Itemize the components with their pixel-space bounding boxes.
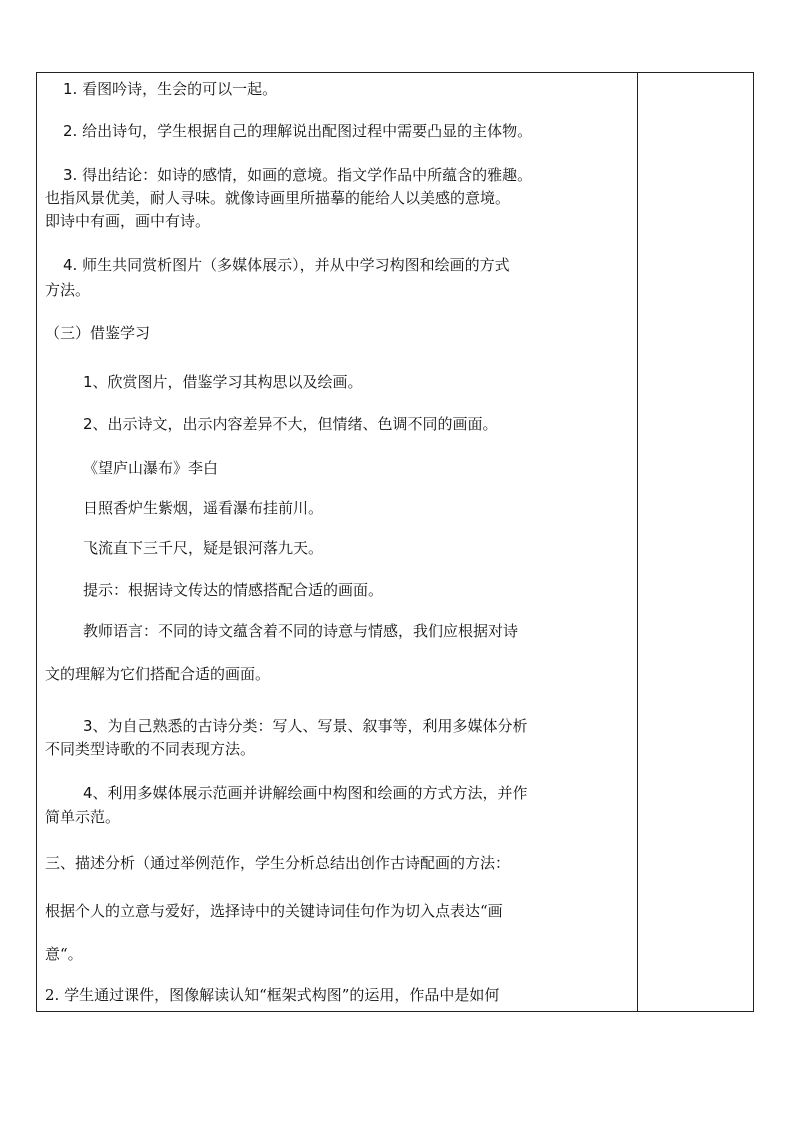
text-line: 1. 看图吟诗，生会的可以一起。	[63, 80, 278, 98]
text-line: 简单示范。	[45, 808, 121, 826]
poem-line: 日照香炉生紫烟，遥看瀑布挂前川。	[83, 499, 324, 517]
section-heading: （三）借鉴学习	[45, 324, 151, 342]
text-line: 文的理解为它们搭配合适的画面。	[45, 665, 271, 683]
text-line: 意“。	[45, 945, 83, 963]
text-line: 方法。	[45, 281, 91, 299]
text-line: 2、出示诗文，出示内容差异不大，但情绪、色调不同的画面。	[83, 415, 498, 433]
lesson-table	[36, 72, 754, 1012]
text-line: 3、为自己熟悉的古诗分类：写人、写景、叙事等，利用多媒体分析	[83, 717, 528, 735]
notes-cell	[638, 73, 753, 1011]
text-line: 2. 学生通过课件，图像解读认知“框架式构图”的运用，作品中是如何	[45, 986, 500, 1004]
poem-title: 《望庐山瀑布》李白	[83, 459, 219, 477]
text-line: 根据个人的立意与爱好，选择诗中的关键诗词佳句作为切入点表达“画	[45, 902, 503, 920]
text-line: 教师语言：不同的诗文蕴含着不同的诗意与情感，我们应根据对诗	[83, 622, 519, 640]
text-line: 4、利用多媒体展示范画并讲解绘画中构图和绘画的方式方法，并作	[83, 784, 528, 802]
text-line: 提示：根据诗文传达的情感搭配合适的画面。	[83, 581, 384, 599]
text-line: 不同类型诗歌的不同表现方法。	[45, 740, 256, 758]
text-line: 3. 得出结论：如诗的感情，如画的意境。指文学作品中所蕴含的雅趣。	[63, 166, 533, 184]
section-heading: 三、描述分析（通过举例范作，学生分析总结出创作古诗配画的方法：	[45, 854, 511, 872]
text-line: 4. 师生共同赏析图片（多媒体展示），并从中学习构图和绘画的方式	[63, 256, 510, 274]
content-cell	[37, 73, 637, 1011]
text-line: 1、欣赏图片，借鉴学习其构思以及绘画。	[83, 373, 363, 391]
text-line: 2. 给出诗句，学生根据自己的理解说出配图过程中需要凸显的主体物。	[63, 122, 533, 140]
text-line: 即诗中有画，画中有诗。	[45, 212, 211, 230]
text-line: 也指风景优美，耐人寻味。就像诗画里所描摹的能给人以美感的意境。	[45, 189, 511, 207]
poem-line: 飞流直下三千尺，疑是银河落九天。	[83, 539, 324, 557]
